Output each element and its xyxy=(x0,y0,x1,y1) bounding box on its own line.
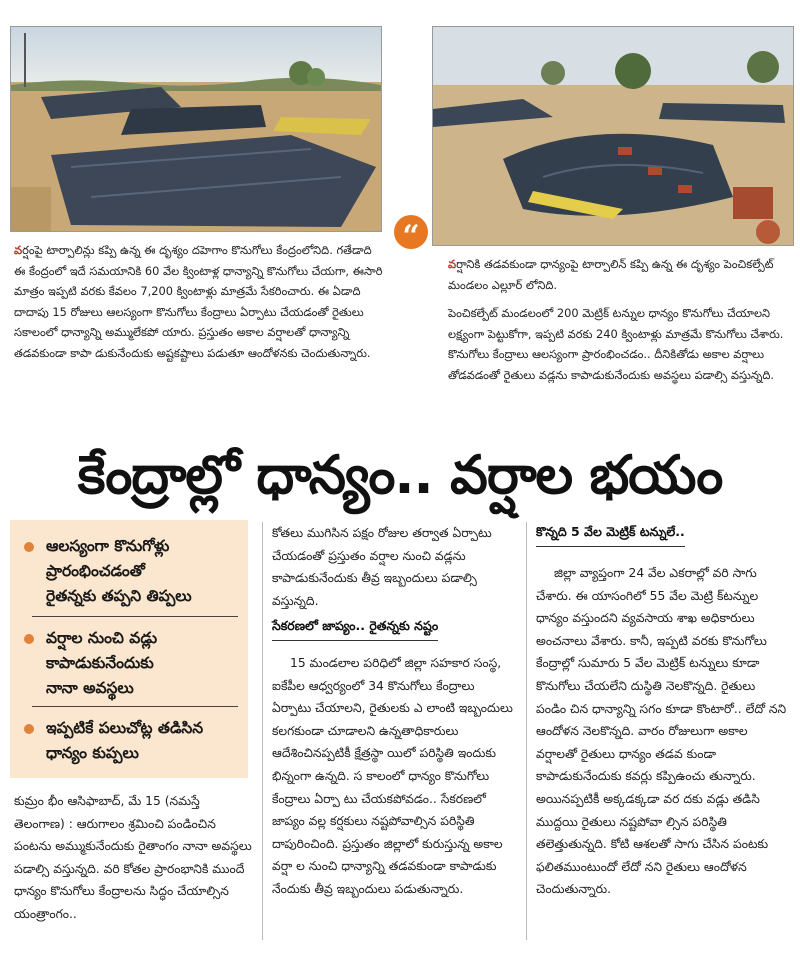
column-divider xyxy=(262,522,263,940)
photo-dahegam-tarpaulins xyxy=(10,26,382,232)
highlight-line: రైతన్నకు తప్పని తిప్పలు xyxy=(46,587,192,605)
highlight-line: ధాన్యం కుప్పలు xyxy=(46,744,139,762)
quote-mark-icon: “ xyxy=(394,215,428,249)
article-column-2b xyxy=(272,652,516,901)
highlights-box xyxy=(10,520,248,778)
highlight-line: వర్షాల నుంచి వడ్లు xyxy=(46,629,158,647)
caption-right-line1: ర్షానికి తడవకుండా ధాన్యంపై టార్పాలిన్ కప్పి ఉన్న ఈ దృశ్యం పెంచికల్పేట్ మండలం ఎల్లూర్ లోనిది. xyxy=(448,257,774,292)
highlight-line: కాపాడుకునేందుకు xyxy=(46,654,154,672)
bullet-icon xyxy=(24,724,34,734)
article-column-2 xyxy=(272,522,516,612)
caption-right-lead: వ xyxy=(448,257,457,271)
article-column-3 xyxy=(536,562,788,901)
photo-caption-left xyxy=(14,240,384,363)
highlight-item-1 xyxy=(24,534,244,609)
highlight-line: ప్రారంభించడంతో xyxy=(46,562,145,580)
highlight-item-3 xyxy=(24,716,244,766)
article-dateline-para: కుమ్రం భీం ఆసిఫాబాద్, మే 15 (నమస్తే తెలంగాణ) : ఆరుగాలం శ్రమించి పండించిన పంటను అమ్ముకునేందుకు రైతాంగం నానా అవస్థలు పడాల్సి వస్తున్నది. వరి కోతల ప్రారంభానికి ముందే ధాన్యం కొనుగోలు కేంద్రాలను సిద్ధం చేయాల్సిన యంత్రాంగం.. xyxy=(14,794,252,921)
col3-subheading: కొన్నది 5 వేల మెట్రిక్ టన్నులే.. xyxy=(536,524,685,547)
col2-subheading: సేకరణలో జాప్యం.. రైతన్నకు నష్టం xyxy=(272,618,438,641)
main-headline: కేంద్రాల్లో ధాన్యం.. వర్షాల భయం xyxy=(77,445,723,506)
bullet-icon xyxy=(24,542,34,552)
highlight-divider xyxy=(32,706,238,707)
highlight-line: ఇప్పటికే పలుచోట్ల తడిసిన xyxy=(46,719,204,737)
highlight-divider xyxy=(32,616,238,617)
caption-right-para: పెంచికల్పేట్ మండలంలో 200 మెట్రిక్ టన్నుల ధాన్యం కొనుగోలు చేయాలని లక్ష్యంగా పెట్టుకోగా, ఇప్పటి వరకు 240 క్వింటాళ్లు మాత్రమే కొనుగోలు చేశారు. కొనుగోలు కేంద్రాలు ఆలస్యంగా ప్రారంభించడం.. దీనికితోడు అకాల వర్షాలు తోడవడంతో రైతులు వడ్లను కాపాడుకునేందుకు అవస్థలు పడాల్సి వస్తున్నది. xyxy=(448,306,784,382)
caption-right-text xyxy=(448,254,790,295)
column-divider xyxy=(526,522,527,940)
col2-para-2: 15 మండలాల పరిధిలో జిల్లా సహకార సంస్థ, ఐకేపీల ఆధ్వర్యంలో 34 కొనుగోలు కేంద్రాలు ఏర్పాటు చేయాలని, రైతులకు ఎ లాంటి ఇబ్బందులు కలగకుండా చూడాలని ఉన్నతాధికారులు ఆదేశించినప్పటికీ క్షేత్రస్థా యిలో పరిస్థితి ఇందుకు భిన్నంగా ఉన్నది. స కాలంలో ధాన్యం కొనుగోలు కేంద్రాలు ఏర్పా టు చేయకపోవడం.. సేకరణలో జాప్యం వల్ల కర్షకులు నష్టపోవాల్సిన పరిస్థితి దాపురించింది. ప్రస్తుతం జిల్లాలో కురుస్తున్న అకాల వర్షా ల నుంచి ధాన్యాన్ని తడవకుండా కాపాడుకు నేందుకు తీవ్ర ఇబ్బందులు పడుతున్నారు. xyxy=(272,656,513,896)
article-column-1 xyxy=(14,790,252,926)
photo-caption-right xyxy=(448,254,790,385)
highlight-line: నానా అవస్థలు xyxy=(46,679,134,697)
bullet-icon xyxy=(24,634,34,644)
col3-para-1: జిల్లా వ్యాప్తంగా 24 వేల ఎకరాల్లో వరి సాగు చేశారు. ఈ యాసంగిలో 55 వేల మెట్రి క్‌టన్నుల ధాన్యం వస్తుందని వ్యవసాయ శాఖ అధికారులు అంచనాలు వేశారు. కానీ, ఇప్పటి వరకు కొనుగోలు కేంద్రాల్లో సుమారు 5 వేల మెట్రిక్ టన్నులు కూడా కొనుగోలు చేయలేని దుస్థితి నెలకొన్నది. రైతులు పండిం చిన ధాన్యాన్ని సగం కూడా కొంటారో.. లేదో నని ఆందోళన నెలకొన్నది. వారం రోజులుగా అకాల వర్షాలతో రైతులు ధాన్యం తడవ కుండా కాపాడుకునేందుకు కవర్లు కప్పిఉంచు తున్నారు. అయినప్పటికీ అక్కడక్కడా వర దకు వడ్లు తడిసి ముద్దయి రైతులు నష్టపోవా ల్సిన పరిస్థితి తలెత్తుతున్నది. కోటి ఆశలతో సాగు చేసిన పంటకు ఫలితముంటుందో లేదో నని రైతులు ఆందోళన చెందుతున్నారు. xyxy=(536,566,787,897)
highlight-item-2 xyxy=(24,626,244,701)
highlight-line: ఆలస్యంగా కొనుగోళ్లు xyxy=(46,537,170,555)
photo-ellur-tarpaulins xyxy=(432,26,794,246)
caption-left-lead: వ xyxy=(14,243,23,257)
col2-para-1: కోతలు ముగిసిన పక్షం రోజుల తర్వాత ఏర్పాటు చేయడంతో ప్రస్తుతం వర్షాల నుంచి వడ్లను కాపాడుకునేందుకు తీవ్ర ఇబ్బందులు పడాల్సి వస్తున్నది. xyxy=(272,526,492,608)
caption-left-text xyxy=(14,240,384,363)
caption-left-body: ర్షంపై టార్పాలిన్లు కప్పి ఉన్న ఈ దృశ్యం దహెగాం కొనుగోలు కేంద్రంలోనిది. గతేడాది ఈ కేంద్రంలో ఇదే సమయానికి 60 వేల క్వింటాళ్ల ధాన్యాన్ని కొనుగోలు చేయగా, ఈసారి మాత్రం ఇప్పటి వరకు కేవలం 7,200 క్వింటాళ్లు మాత్రమే సేకరించారు. ఈ ఏడాది దాదాపు 15 రోజులు ఆలస్యంగా కొనుగోలు కేంద్రాలు ఏర్పాటు చేయడంతో రైతులు సకాలంలో ధాన్యాన్ని అమ్ములేకపో యారు. ప్రస్తుతం అకాల వర్షాలతో ధాన్యాన్ని తడవకుండా కాపా డుకునేందుకు అష్టకష్టాలు పడుతూ ఆందోళనకు చెందుతున్నారు. xyxy=(14,243,383,360)
